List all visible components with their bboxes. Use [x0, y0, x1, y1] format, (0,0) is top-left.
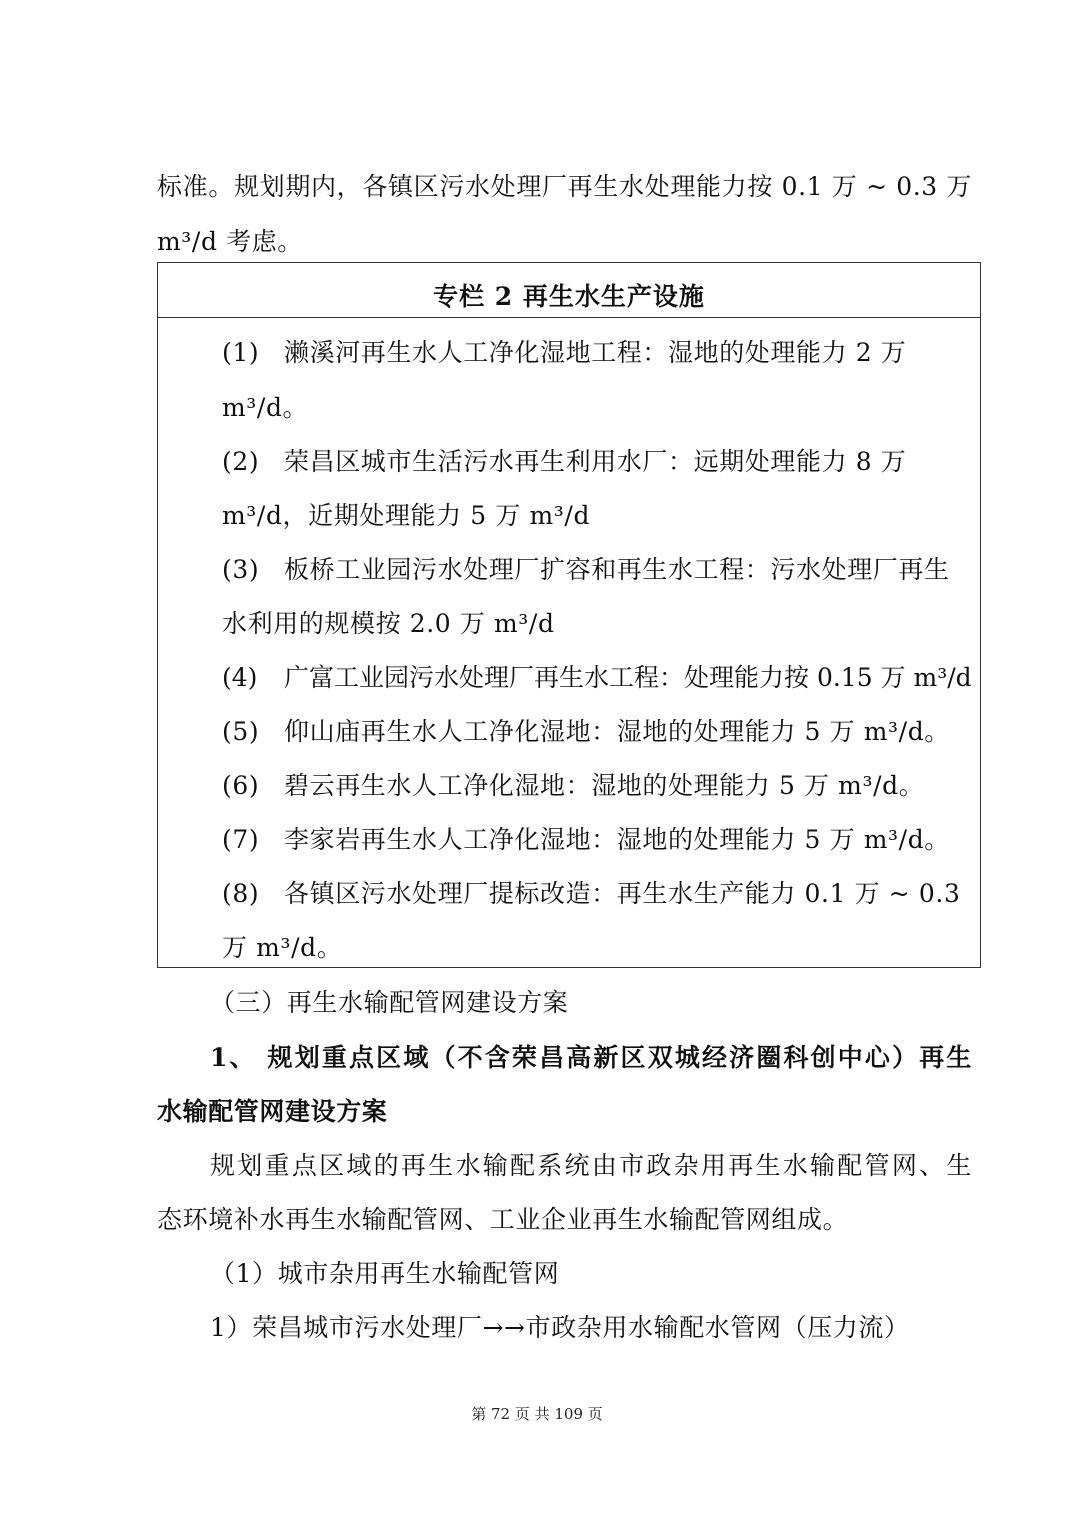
- box-item-text: 濑溪河再生水人工净化湿地工程：湿地的处理能力 2 万: [284, 338, 907, 367]
- box-item-2: [222, 447, 906, 477]
- box-item-text: 各镇区污水处理厂提标改造：再生水生产能力 0.1 万 ~ 0.3: [284, 879, 961, 908]
- box-item-text: 仰山庙再生水人工净化湿地：湿地的处理能力 5 万 m³/d。: [284, 717, 950, 746]
- box-item-5: [222, 717, 950, 747]
- box-item-7: [222, 825, 950, 855]
- box-item-text: 荣昌区城市生活污水再生利用水厂：远期处理能力 8 万: [284, 447, 907, 476]
- paragraph-line-2: 态环境补水再生水输配管网、工业企业再生水输配管网组成。: [157, 1205, 849, 1234]
- box-item-text: 李家岩再生水人工净化湿地：湿地的处理能力 5 万 m³/d。: [284, 825, 950, 854]
- subsection-heading-line-1: 1、 规划重点区域（不含荣昌高新区双城经济圈科创中心）再生: [210, 1043, 972, 1072]
- box-item-2-continuation: m³/d，近期处理能力 5 万 m³/d: [222, 501, 591, 530]
- box-item-text: 板桥工业园污水处理厂扩容和再生水工程：污水处理厂再生: [284, 555, 950, 584]
- box-item-1: [222, 338, 906, 368]
- column-box-title: 专栏 2 再生水生产设施: [433, 282, 705, 311]
- subsection-heading-line-2: 水输配管网建设方案: [157, 1097, 388, 1126]
- intro-line-1: 标准。规划期内，各镇区污水处理厂再生水处理能力按 0.1 万 ~ 0.3 万: [157, 172, 972, 201]
- paragraph-line-1: 规划重点区域的再生水输配系统由市政杂用再生水输配管网、生: [210, 1151, 972, 1180]
- section-heading: （三）再生水输配管网建设方案: [210, 988, 569, 1017]
- box-item-number: (5): [222, 717, 260, 746]
- box-item-number: (3): [222, 555, 260, 584]
- box-item-8-continuation: 万 m³/d。: [222, 933, 343, 962]
- list-item-city-reuse: （1）城市杂用再生水输配管网: [210, 1259, 560, 1288]
- box-item-6: [222, 771, 924, 801]
- box-item-8: [222, 879, 960, 909]
- box-item-4: [222, 663, 972, 693]
- box-item-1-continuation: m³/d。: [222, 393, 309, 422]
- page-number: 第 72 页 共 109 页: [471, 1405, 603, 1423]
- box-item-number: (4): [222, 663, 258, 692]
- box-item-text: 碧云再生水人工净化湿地：湿地的处理能力 5 万 m³/d。: [284, 771, 925, 800]
- box-item-number: (7): [222, 825, 260, 854]
- intro-line-2: m³/d 考虑。: [157, 227, 303, 256]
- box-item-3: [222, 555, 950, 585]
- box-item-text: 广富工业园污水处理厂再生水工程：处理能力按 0.15 万 m³/d: [284, 663, 972, 692]
- column-box-title-divider: [157, 317, 981, 318]
- box-item-number: (2): [222, 447, 260, 476]
- box-item-3-continuation: 水利用的规模按 2.0 万 m³/d: [222, 609, 555, 638]
- box-item-number: (8): [222, 879, 260, 908]
- list-item-rongchang-plant: 1）荣昌城市污水处理厂→→市政杂用水输配水管网（压力流）: [210, 1313, 910, 1342]
- box-item-number: (1): [222, 338, 260, 367]
- box-item-number: (6): [222, 771, 260, 800]
